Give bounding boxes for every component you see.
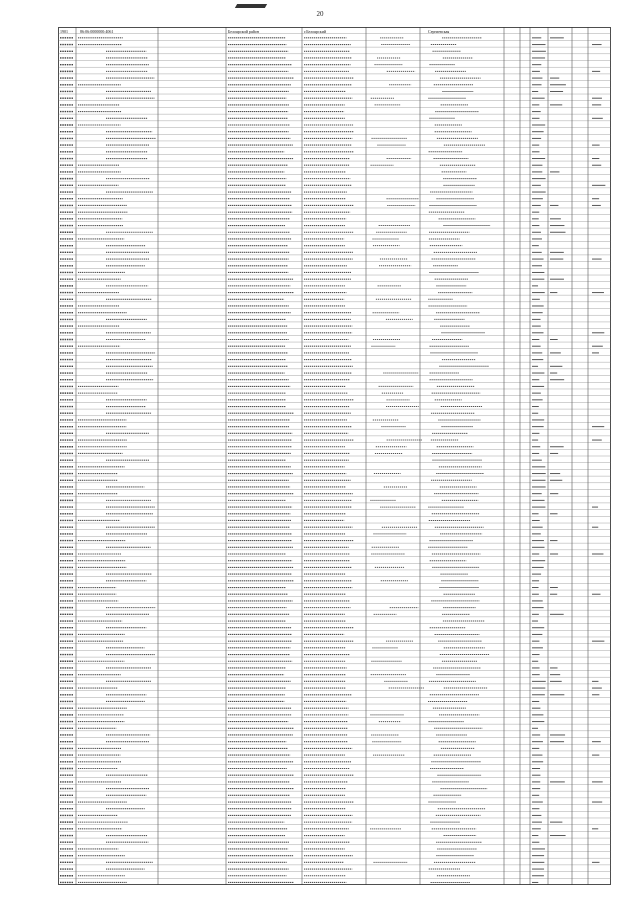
first-row-number: 1901 xyxy=(60,29,68,34)
register-table xyxy=(58,27,611,885)
first-row-settlement: г.Белоярский xyxy=(304,29,327,34)
register-table-grid xyxy=(58,27,611,885)
first-row-street: Сергиевская xyxy=(428,29,450,34)
page-number: 20 xyxy=(316,10,324,18)
scan-artifact-mark xyxy=(235,4,267,8)
first-row-district: Белоярский район xyxy=(228,29,259,34)
first-row-cadastral-number: 86:06:0000000:4061 xyxy=(80,29,114,34)
